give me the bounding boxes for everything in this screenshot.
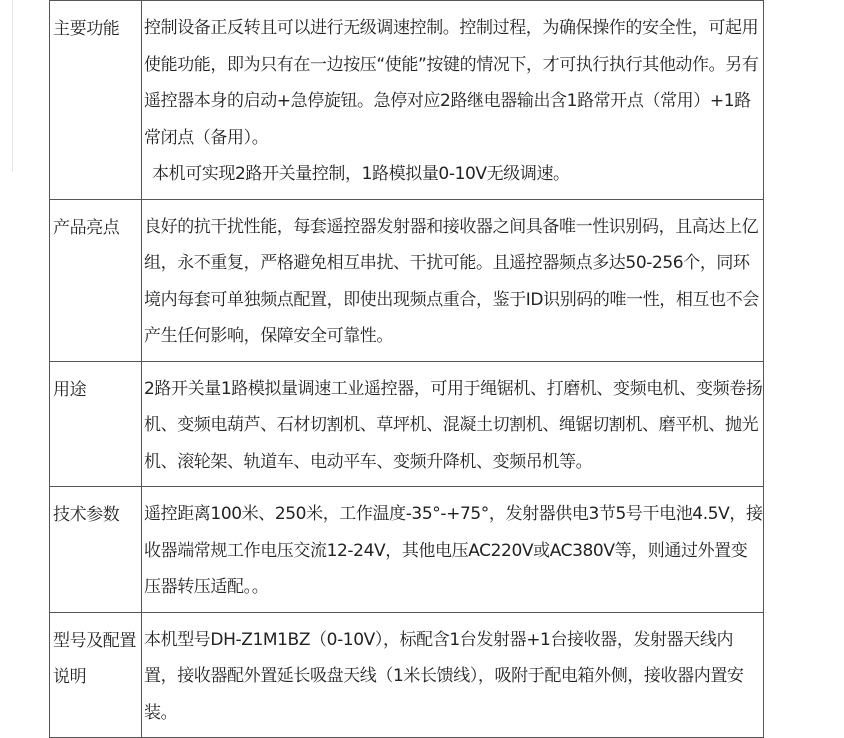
- row-label: 产品亮点: [53, 217, 120, 238]
- row-label-cell: [50, 612, 142, 738]
- row-label-cell: [50, 199, 142, 361]
- spec-row-model-config: [50, 612, 764, 738]
- row-content-cell: [142, 1, 764, 200]
- content-paragraph: 2路开关量1路模拟量调速工业遥控器，可用于绳锯机、打磨机、变频电机、变频卷扬机、变频电葫芦、石材切割机、草坪机、混凝土切割机、绳锯切割机、磨平机、抛光机、滚轮架、轨道车、电动平车、变频升降机、变频吊机等。: [144, 378, 763, 472]
- row-label: 主要功能: [53, 19, 120, 39]
- row-label-cell: [50, 361, 142, 487]
- content-paragraph: 良好的抗干扰性能，每套遥控器发射器和接收器之间具备唯一性识别码，且高达上亿组，永不重复，严格避免相互串扰、干扰可能。且遥控器频点多达50-256个，同环境内每套可单独频点配置，即使出现频点重合，鉴于ID识别码的唯一性，相互也不会产生任何影响，保障安全可靠性。: [144, 216, 759, 346]
- row-content-cell: [142, 487, 764, 613]
- row-label: 技术参数: [53, 505, 120, 525]
- row-label: 用途: [53, 379, 87, 400]
- row-content: [142, 613, 763, 738]
- row-content: [142, 200, 763, 361]
- row-label-cell: [50, 1, 142, 200]
- content-paragraph: 本机可实现2路开关量控制，1路模拟量0-10V无级调速。: [152, 164, 570, 184]
- spec-row-applications: [50, 361, 764, 487]
- row-content: [142, 362, 763, 487]
- spec-row-tech-params: [50, 487, 764, 613]
- row-label-cell: [50, 487, 142, 613]
- row-content-cell: [142, 612, 764, 738]
- left-gutter-line: [12, 0, 13, 172]
- row-content-cell: [142, 361, 764, 487]
- product-spec-table: [49, 0, 764, 738]
- content-paragraph: 控制设备正反转且可以进行无级调速控制。控制过程，为确保操作的安全性，可起用使能功能，即为只有在一边按压“使能”按键的情况下，才可执行执行其他动作。另有遥控器本身的启动+急停旋钮。急停对应2路继电器输出含1路常开点（常用）+1路常闭点（备用）。: [144, 18, 759, 148]
- content-paragraph: 遥控距离100米、250米，工作温度-35°-+75°，发射器供电3节5号干电池4.5V，接收器端常规工作电压交流12-24V，其他电压AC220V或AC380V等，则通过外置变压器转压适配。。: [144, 504, 763, 597]
- row-label: 型号及配置说明: [53, 630, 136, 687]
- spec-row-highlights: [50, 199, 764, 361]
- row-content-cell: [142, 199, 764, 361]
- row-content: [142, 487, 763, 612]
- row-content: [142, 1, 763, 199]
- content-paragraph: 本机型号DH-Z1M1BZ（0-10V），标配含1台发射器+1台接收器，发射器天线内置，接收器配外置延长吸盘天线（1米长馈线），吸附于配电箱外侧，接收器内置安装。: [144, 629, 744, 723]
- spec-row-main-function: [50, 1, 764, 200]
